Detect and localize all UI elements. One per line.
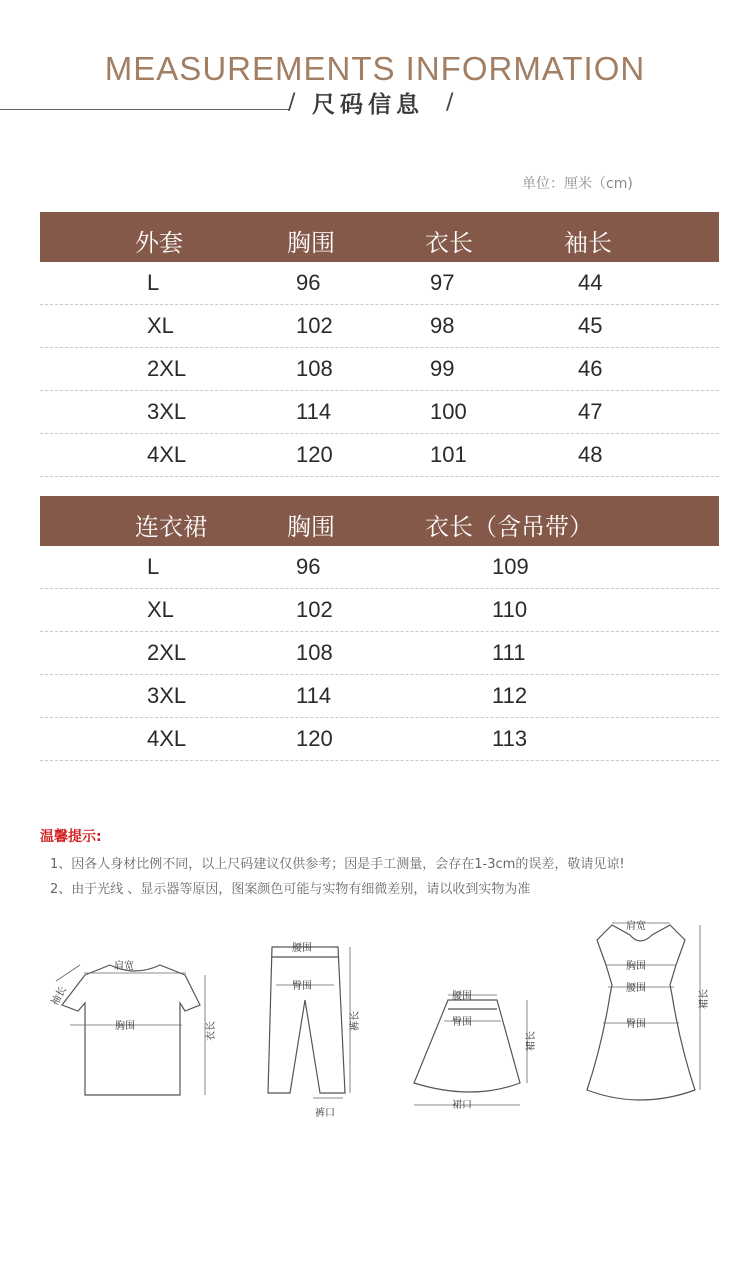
skirt-icon: [414, 1000, 520, 1092]
pants-icon: [268, 947, 345, 1093]
label-pants-waist: 腰围: [292, 943, 312, 954]
label-dress-length: 裙长: [699, 989, 710, 1009]
table-header: [40, 212, 719, 262]
page-title-en: MEASUREMENTS INFORMATION: [104, 50, 646, 87]
table-cell: 110: [492, 597, 528, 622]
header-cell: 衣长（含吊带）: [425, 513, 593, 541]
label-pants-hip: 臀围: [292, 981, 312, 992]
label-tshirt-length: 衣长: [206, 1021, 217, 1041]
table-cell: 100: [430, 399, 467, 424]
table-row: [40, 546, 719, 589]
tips-title: 温馨提示:: [40, 829, 102, 845]
table-header: [40, 496, 719, 546]
header-cell: 外套: [135, 229, 183, 257]
table-row: [40, 305, 719, 348]
header-cell: 袖长: [564, 229, 612, 257]
table-row: [40, 434, 719, 477]
diagram-canvas: [0, 905, 750, 1125]
label-skirt-length: 裙长: [526, 1031, 537, 1051]
page-title-cn: 尺码信息: [312, 92, 424, 118]
table-cell: 102: [296, 597, 333, 622]
table-row: [40, 718, 719, 761]
dress-icon: [587, 925, 695, 1100]
table-cell: XL: [147, 313, 174, 338]
label-skirt-hem: 裙口: [452, 1100, 472, 1111]
table-cell: 97: [430, 270, 455, 295]
table-cell: 2XL: [147, 640, 187, 665]
header-cell: 胸围: [287, 513, 335, 541]
table-cell: 108: [296, 356, 333, 381]
table-cell: 120: [296, 726, 333, 751]
header-cell: 胸围: [287, 229, 335, 257]
label-dress-shoulder: 肩宽: [626, 921, 646, 932]
table-cell: 4XL: [147, 726, 187, 751]
table-row: [40, 675, 719, 718]
label-pants-hem: 裤口: [315, 1108, 335, 1119]
table-cell: 3XL: [147, 399, 187, 424]
label-dress-chest: 胸围: [626, 961, 646, 972]
table-cell: 96: [296, 554, 321, 579]
table-row: [40, 391, 719, 434]
measurement-diagrams: [0, 905, 750, 1125]
table-cell: 114: [296, 683, 332, 708]
table-cell: 99: [430, 356, 455, 381]
table-cell: 120: [296, 442, 333, 467]
table-cell: L: [147, 270, 160, 295]
table-row: [40, 262, 719, 305]
label-dress-hip: 臀围: [626, 1019, 646, 1030]
table-cell: 96: [296, 270, 321, 295]
tip-item: 2、由于光线 、显示器等原因，图案颜色可能与实物有细微差别，请以收到实物为准: [50, 882, 531, 897]
label-pants-length: 裤长: [350, 1011, 361, 1031]
table-cell: 108: [296, 640, 333, 665]
header-cell: 连衣裙: [135, 513, 207, 541]
table-cell: 109: [492, 554, 529, 579]
table-cell: L: [147, 554, 160, 579]
tip-item: 1、因各人身材比例不同，以上尺码建议仅供参考；因是手工测量，会存在1-3cm的误差，敬请见谅!: [50, 857, 625, 872]
table-cell: 46: [578, 356, 603, 381]
title-rule-left: [0, 109, 290, 110]
table-row: [40, 632, 719, 675]
table-cell: 47: [578, 399, 603, 424]
table-cell: 113: [492, 726, 528, 751]
table-cell: 45: [578, 313, 603, 338]
title-slash-left: /: [288, 90, 296, 115]
table-cell: 98: [430, 313, 455, 338]
table-cell: 2XL: [147, 356, 187, 381]
label-tshirt-shoulder: 肩宽: [114, 961, 134, 972]
table-cell: 112: [492, 683, 528, 708]
table-row: [40, 589, 719, 632]
table-row: [40, 348, 719, 391]
size-table-dress: [40, 496, 719, 761]
label-skirt-waist: 腰围: [452, 991, 472, 1002]
label-tshirt-sleeve: 袖长: [49, 984, 70, 1008]
table-cell: 48: [578, 442, 603, 467]
table-cell: 114: [296, 399, 332, 424]
table-cell: 101: [430, 442, 467, 467]
label-tshirt-chest: 胸围: [115, 1021, 135, 1032]
size-table-coat: [40, 212, 719, 477]
table-cell: XL: [147, 597, 174, 622]
label-skirt-hip: 臀围: [452, 1017, 472, 1028]
table-cell: 4XL: [147, 442, 187, 467]
table-cell: 102: [296, 313, 333, 338]
table-cell: 3XL: [147, 683, 187, 708]
table-cell: 44: [578, 270, 603, 295]
header-cell: 衣长: [425, 229, 473, 257]
title-slash-right: /: [446, 90, 454, 115]
table-cell: 111: [492, 640, 526, 665]
unit-label: 单位：厘米（cm): [522, 176, 633, 192]
label-dress-waist: 腰围: [626, 983, 646, 994]
